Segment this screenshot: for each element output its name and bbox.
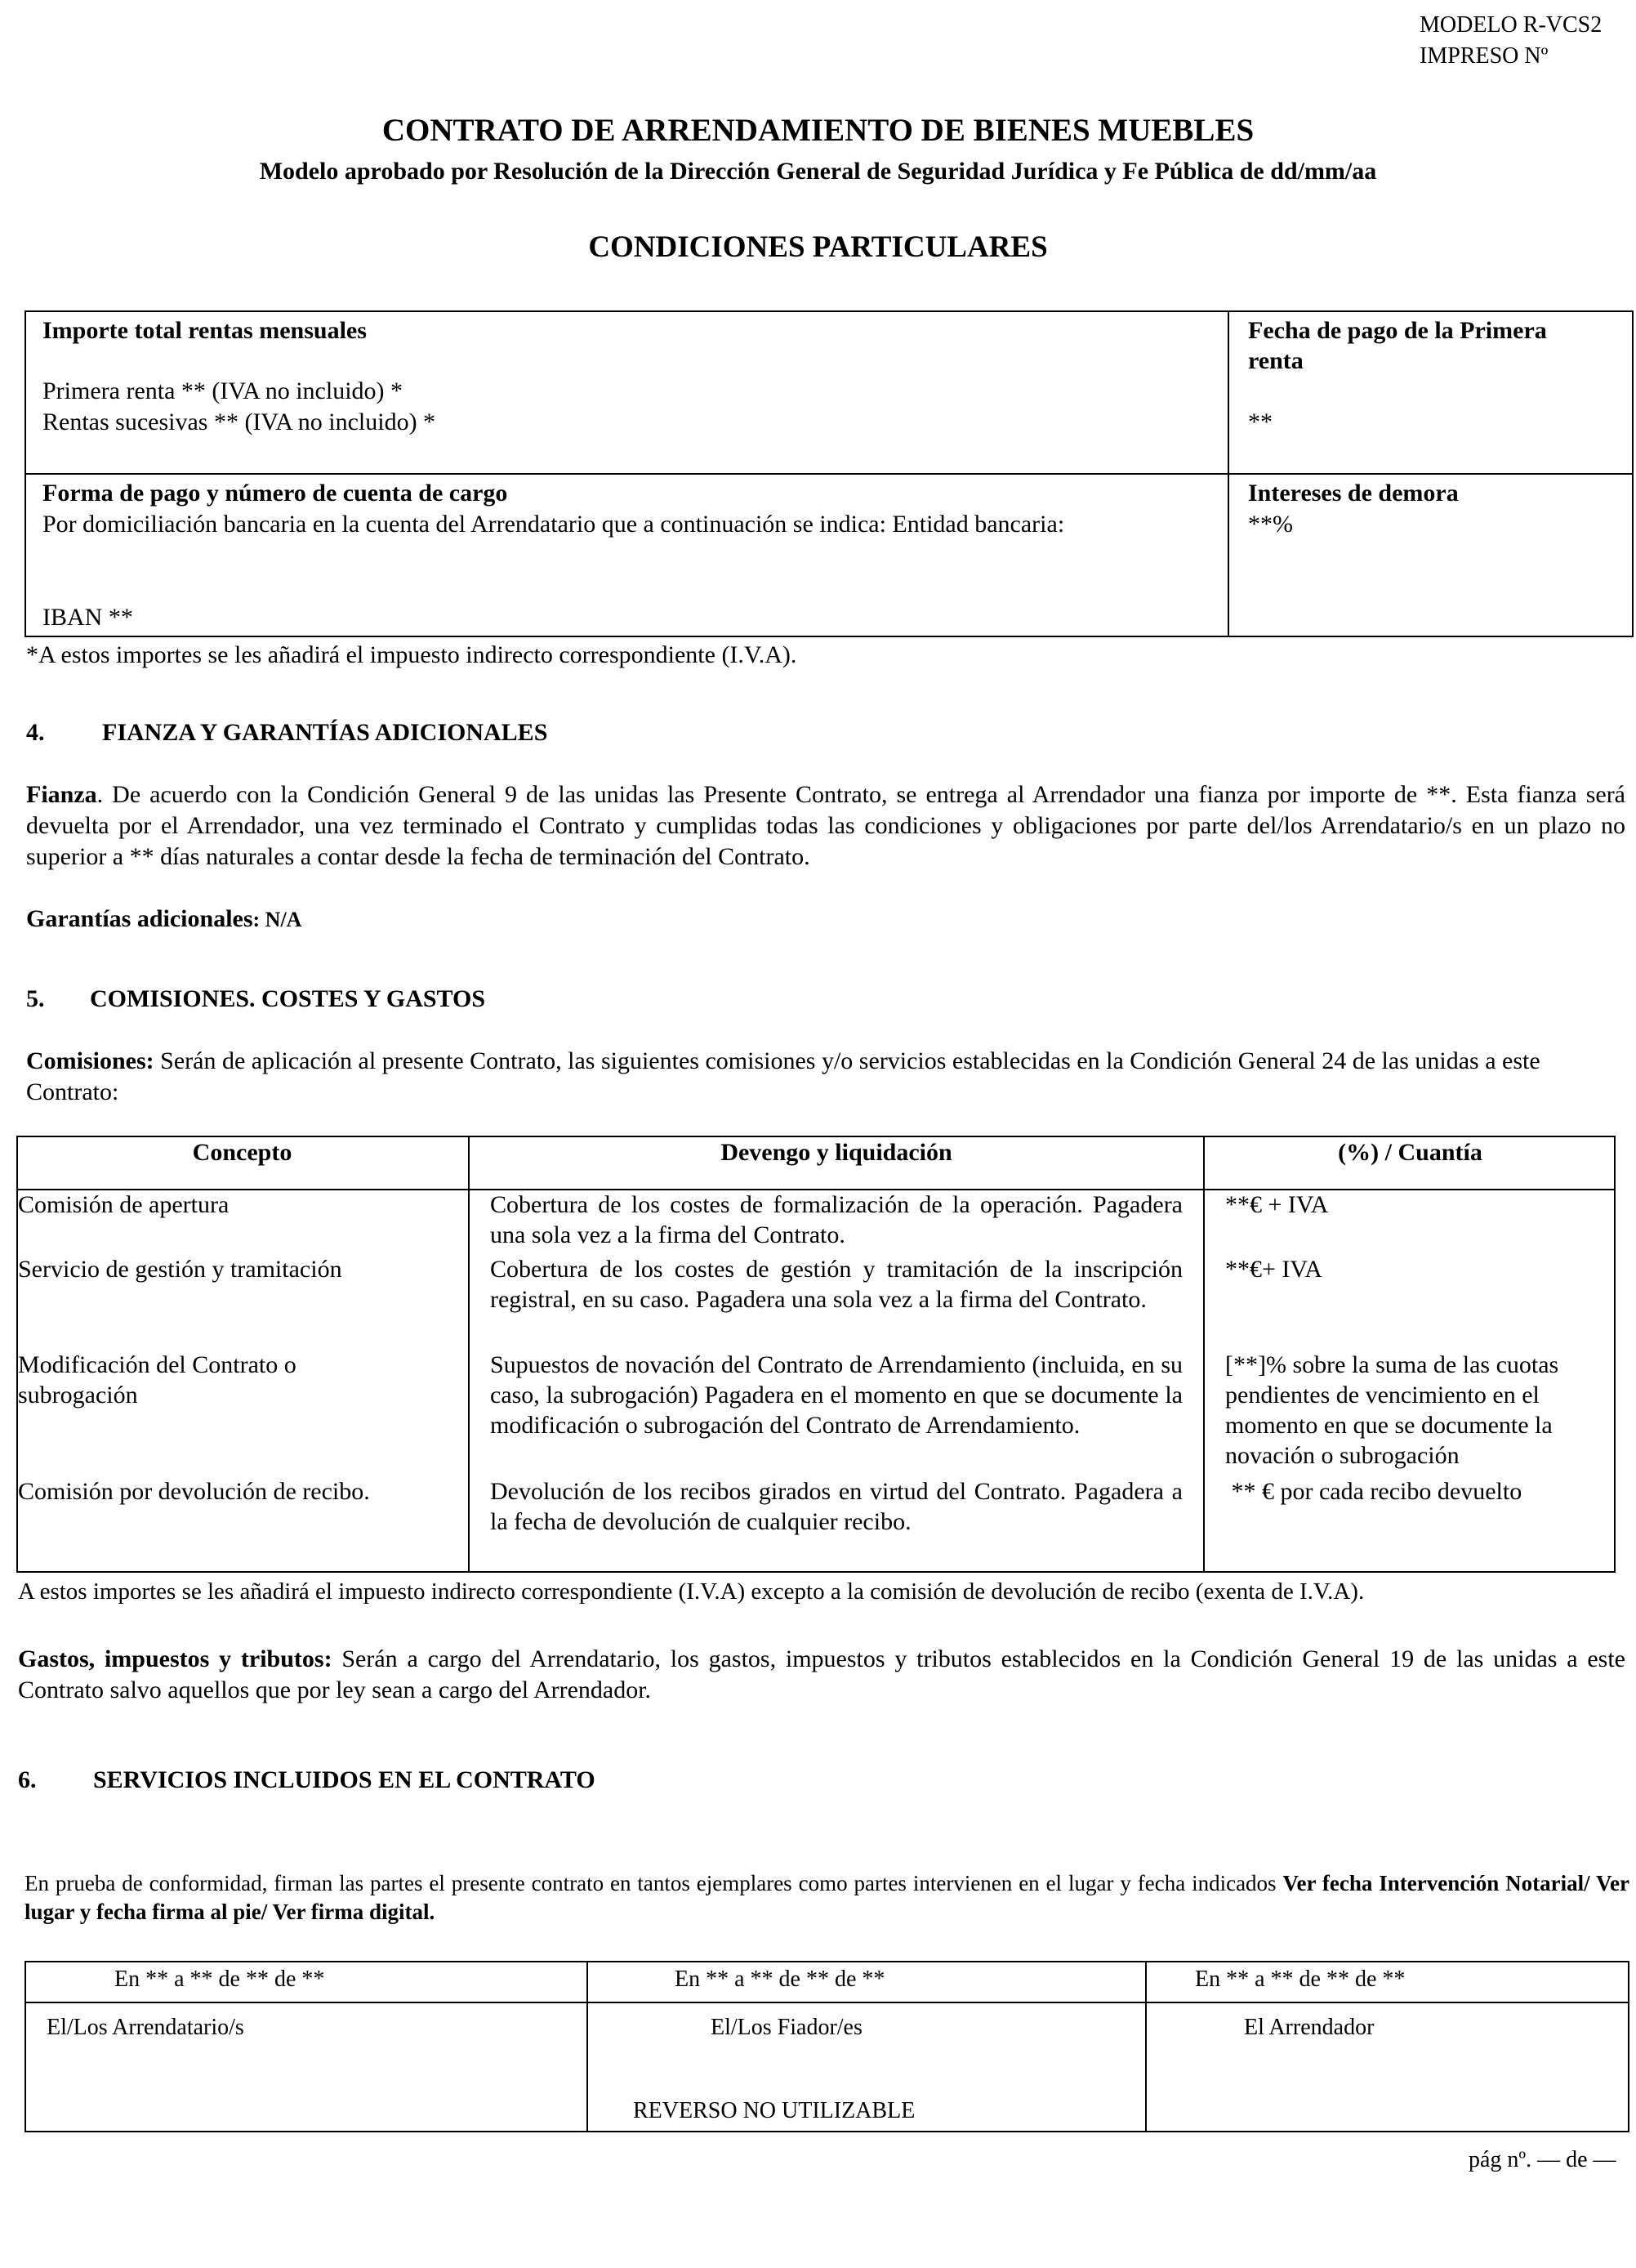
table-row-devengo: Cobertura de los costes de gestión y tramitación de la inscripción registral, en su caso. Pagadera una sola vez a la firma del Contrato.	[490, 1256, 1183, 1313]
firma-fecha-fiador: En ** a ** de ** de **	[675, 1967, 885, 1992]
fecha-pago-title: Fecha de pago de la Primera renta	[1248, 317, 1547, 374]
conformidad-bold: Ver fecha Intervención Notarial/ Ver lugar y fecha firma al pie/ Ver firma digital.	[25, 1871, 1630, 1924]
firma-fecha-arrendatario: En ** a ** de ** de **	[114, 1967, 325, 1992]
primera-renta: Primera renta ** (IVA no incluido) *	[42, 377, 403, 404]
table-row-cuantia: **€+ IVA	[1225, 1256, 1322, 1283]
table-row-concepto: Comisión por devolución de recibo.	[18, 1478, 370, 1505]
col-header-concepto: Concepto	[192, 1139, 292, 1166]
firma-arrendador: El Arrendador	[1244, 2015, 1375, 2040]
col-header-cuantia: (%) / Cuantía	[1338, 1139, 1482, 1166]
fianza-paragraph	[26, 779, 1625, 873]
document-title: CONTRATO DE ARRENDAMIENTO DE BIENES MUEBLES	[381, 113, 1255, 148]
section5-title: COMISIONES. COSTES Y GASTOS	[90, 985, 486, 1012]
firma-fiador: El/Los Fiador/es	[711, 2015, 863, 2040]
col-divider-1	[468, 1136, 470, 1573]
section6-number: 6.	[18, 1766, 37, 1793]
table-row-devengo: Cobertura de los costes de formalización de la operación. Pagadera una sola vez a la firma del Contrato.	[490, 1191, 1183, 1248]
iva-note: *A estos importes se les añadirá el impuesto indirecto correspondiente (I.V.A).	[26, 641, 797, 668]
table-row-devengo: Supuestos de novación del Contrato de Arrendamiento (incluida, en su caso, la subrogación) Pagadera en el momento en que se documente la modificación o subrogación del Contrato de Arrendamiento.	[490, 1351, 1183, 1439]
iban-field: IBAN **	[42, 604, 133, 631]
section4-number: 4.	[26, 719, 45, 746]
table-row-concepto: Modificación del Contrato o subrogación	[18, 1351, 296, 1409]
comisiones-text: Serán de aplicación al presente Contrato, las siguientes comisiones y/o servicios establecidas en la Condición General 24 de las unidas a este Contrato:	[26, 1047, 1540, 1105]
firmas-divider-2	[1145, 1961, 1147, 2132]
document-subtitle: Modelo aprobado por Resolución de la Dirección General de Seguridad Jurídica y Fe Pública de dd/mm/aa	[259, 158, 1377, 185]
gastos-label: Gastos, impuestos y tributos:	[18, 1645, 332, 1672]
table-row-cuantia: ** € por cada recibo devuelto	[1225, 1478, 1522, 1505]
page-number: pág nº. — de —	[1469, 2147, 1616, 2172]
firma-fecha-arrendador: En ** a ** de ** de **	[1195, 1967, 1406, 1992]
modelo-label: MODELO R-VCS2	[1420, 12, 1603, 38]
firmas-divider-1	[586, 1961, 588, 2132]
fianza-label: Fianza	[26, 781, 97, 808]
table-row-cuantia: [**]% sobre la suma de las cuotas pendientes de vencimiento en el momento en que se documente la novación o subrogación	[1225, 1351, 1559, 1469]
garantias-value: : N/A	[252, 908, 302, 931]
firma-arrendatario: El/Los Arrendatario/s	[47, 2015, 244, 2040]
section4-title: FIANZA Y GARANTÍAS ADICIONALES	[102, 719, 548, 746]
section5-number: 5.	[26, 985, 45, 1012]
comisiones-iva-note: A estos importes se les añadirá el impuesto indirecto correspondiente (I.V.A) excepto a la comisión de devolución de recibo (exenta de I.V.A).	[18, 1578, 1365, 1605]
importe-title: Importe total rentas mensuales	[42, 317, 367, 344]
rentas-divider-h	[25, 473, 1634, 475]
rentas-sucesivas: Rentas sucesivas ** (IVA no incluido) *	[42, 409, 436, 435]
fecha-pago-value: **	[1248, 409, 1273, 435]
col-header-devengo: Devengo y liquidación	[720, 1139, 952, 1166]
conformidad-text: En prueba de conformidad, firman las partes el presente contrato en tantos ejemplares como partes intervienen en el lugar y fecha indicados	[25, 1871, 1283, 1895]
section6-title: SERVICIOS INCLUIDOS EN EL CONTRATO	[93, 1766, 595, 1793]
col-divider-2	[1203, 1136, 1205, 1573]
table-row-concepto: Servicio de gestión y tramitación	[18, 1256, 342, 1283]
firmas-divider-h	[25, 2002, 1629, 2003]
garantias-label: Garantías adicionales	[26, 905, 253, 932]
comisiones-paragraph	[26, 1046, 1603, 1108]
intereses-value: **%	[1248, 511, 1293, 538]
table-row-devengo: Devolución de los recibos girados en virtud del Contrato. Pagadera a la fecha de devolución de cualquier recibo.	[490, 1478, 1183, 1535]
conformidad-paragraph	[25, 1869, 1629, 1926]
garantias-line	[26, 904, 1625, 935]
intereses-title: Intereses de demora	[1248, 480, 1459, 507]
gastos-paragraph	[18, 1644, 1625, 1706]
table-row-concepto: Comisión de apertura	[18, 1191, 230, 1218]
forma-pago-title: Forma de pago y número de cuenta de cargo	[42, 480, 508, 507]
section-title: CONDICIONES PARTICULARES	[588, 230, 1048, 264]
model-code	[1420, 10, 1634, 72]
impreso-label: IMPRESO Nº	[1420, 43, 1549, 69]
reverso-label: REVERSO NO UTILIZABLE	[633, 2098, 916, 2123]
table-row-cuantia: **€ + IVA	[1225, 1191, 1329, 1218]
forma-pago-text: Por domiciliación bancaria en la cuenta del Arrendatario que a continuación se indica: Entidad bancaria:	[42, 511, 1065, 538]
gastos-text: Serán a cargo del Arrendatario, los gastos, impuestos y tributos establecidos en la Condición General 19 de las unidas a este Contrato salvo aquellos que por ley sean a cargo del Arrendador.	[18, 1645, 1625, 1703]
comisiones-label: Comisiones:	[26, 1047, 154, 1074]
fianza-text: . De acuerdo con la Condición General 9 de las unidas las Presente Contrato, se entrega al Arrendador una fianza por importe de **. Esta fianza será devuelta por el Arrendador, una vez terminado el Contrato y cumplidas todas las condiciones y obligaciones por parte del/los Arrendatario/s en un plazo no superior a ** días naturales a contar desde la fecha de terminación del Contrato.	[26, 781, 1625, 870]
